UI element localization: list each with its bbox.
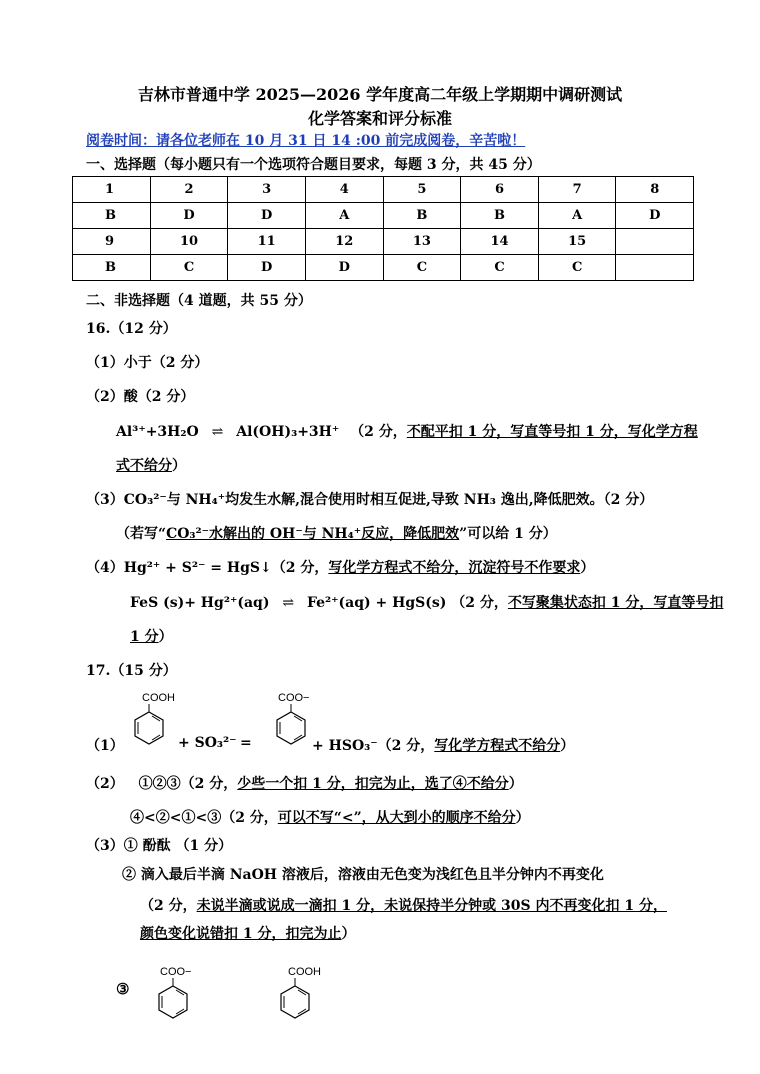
table-cell: 14 [461,229,539,255]
table-cell: 5 [383,177,461,203]
benzoic-acid-structure [116,688,186,758]
alt-close: ”可以给 1 分） [459,526,557,542]
table-row [73,177,694,203]
note-text-cont: 颜色变化说错扣 1 分，扣完为止 [140,926,342,942]
part2a-close: ） [508,776,523,792]
table-cell: D [228,255,306,281]
equation-left: Al³⁺+3H₂O [116,424,199,440]
benzoic-acid-structure-2 [262,962,332,1034]
table-row [73,229,694,255]
table-cell: 2 [150,177,228,203]
q16-part4 [86,557,594,577]
q17-part3-3: ③ [116,980,130,998]
score-note: 不写聚集状态扣 1 分，写直等号扣 [507,595,724,611]
score-close: ） [172,458,186,474]
score-close: ） [158,629,173,645]
note-text: 未说半滴或说成一滴扣 1 分，未说保持半分钟或 30S 内不再变化扣 1 分， [196,898,667,914]
grading-notice: 阅卷时间：请各位老师在 10 月 31 日 14 :00 前完成阅卷，辛苦啦！ [86,133,526,149]
score-open: （2 分， [377,738,435,754]
document-title: 吉林市普通中学 2025—2026 学年度高二年级上学期期中调研测试 [137,85,623,104]
part4-equation: （4）Hg²⁺ + S²⁻ = HgS↓（2 分， [86,560,329,576]
score-open: （2 分， [451,595,508,611]
table-cell: 1 [73,177,151,203]
q16-part1: （1）小于（2 分） [86,355,209,371]
table-cell: C [461,255,539,281]
table-cell: 13 [383,229,461,255]
part2b-note: 可以不写“<”，从大到小的顺序不给分 [277,810,516,826]
table-cell: 4 [305,177,383,203]
note-close: ） [341,926,356,942]
table-cell: 11 [228,229,306,255]
table-cell: 10 [150,229,228,255]
equation-left: FeS (s)+ Hg²⁺(aq) [130,595,270,611]
table-cell: B [383,203,461,229]
section1-heading: 一、选择题（每小题只有一个选项符合题目要求，每题 3 分，共 45 分） [86,157,541,173]
alt-open: （若写“ [116,526,167,542]
part4-note: 写化学方程式不给分，沉淀符号不作要求 [328,560,581,576]
q16-part2-equation [116,421,698,441]
q16-part4-equation2-note [130,626,173,646]
table-cell: B [461,203,539,229]
score-note: 写化学方程式不给分 [434,738,561,754]
equilibrium-arrow-icon: ⇌ [282,595,295,611]
equation-right: Fe²⁺(aq) + HgS(s) [306,595,447,611]
table-row [73,255,694,281]
equilibrium-arrow-icon: ⇌ [211,424,224,440]
table-cell: 6 [461,177,539,203]
table-cell: D [228,203,306,229]
q17-part3-2-note-cont [140,923,356,943]
q17-part3-2-note [140,895,667,915]
table-row [73,203,694,229]
part-label: （2） [86,776,124,792]
coo-label: COO− [278,692,310,704]
alt-answer: CO₃²⁻水解出的 OH⁻与 NH₄⁺反应，降低肥效 [166,526,460,542]
q17-title: 17.（15 分） [86,663,177,679]
q17-part3-2: ② 滴入最后半滴 NaOH 溶液后，溶液由无色变为浅红色且半分钟内不再变化 [122,867,604,883]
table-cell: A [538,203,616,229]
answer-table [72,176,694,281]
table-cell: B [73,203,151,229]
table-cell: 3 [228,177,306,203]
cooh-label: COOH [288,966,321,978]
q16-title: 16.（12 分） [86,321,177,337]
product2-formula: + HSO₃⁻ [312,738,378,754]
table-cell: 8 [616,177,694,203]
table-cell: 15 [538,229,616,255]
q17-product2 [312,735,574,755]
q17-equals: = [240,735,252,751]
table-cell: D [150,203,228,229]
q16-part3: （3）CO₃²⁻与 NH₄⁺均发生水解,混合使用时相互促进,导致 NH₃ 逸出,降低肥效。（2 分） [86,492,654,508]
table-cell: D [305,255,383,281]
equation-right: Al(OH)₃+3H⁺ [236,424,340,440]
q16-part3-alt [116,523,557,543]
table-cell: C [383,255,461,281]
cooh-label: COOH [142,692,175,704]
section2-heading: 二、非选择题（4 道题，共 55 分） [86,293,312,309]
q17-part3-1: （3）① 酚酞 （1 分） [86,838,233,854]
table-cell: 12 [305,229,383,255]
benzoate-structure-2 [140,962,210,1034]
note-open: （2 分， [140,898,197,914]
table-cell: 7 [538,177,616,203]
document-subtitle: 化学答案和评分标准 [307,109,452,128]
q16-part2-equation-note [116,455,186,475]
score-note-cont: 1 分 [130,629,159,645]
table-cell: C [150,255,228,281]
part2b-close: ） [515,810,530,826]
q16-part2: （2）酸（2 分） [86,389,195,405]
q17-part1-label: （1） [86,738,124,754]
table-cell [616,229,694,255]
score-close: ） [560,738,575,754]
score-note: 不配平扣 1 分，写直等号扣 1 分，写化学方程 [406,424,698,440]
q17-part2b [130,807,530,827]
table-cell: 9 [73,229,151,255]
q17-reactant2: + SO₃²⁻ [178,735,237,751]
score-open: （2 分， [350,424,407,440]
part2a-answer: ①②③（2 分， [138,776,238,792]
part4-close: ） [580,560,595,576]
score-note-cont: 式不给分 [116,458,172,474]
table-cell [616,255,694,281]
table-cell: B [73,255,151,281]
table-cell: D [616,203,694,229]
part2b-answer: ④<②<①<③（2 分， [130,810,278,826]
table-cell: C [538,255,616,281]
table-cell: A [305,203,383,229]
part2a-note: 少些一个扣 1 分，扣完为止，选了④不给分 [237,776,509,792]
q16-part4-equation2 [130,592,723,612]
q17-part2a [86,773,523,793]
coo-label: COO− [160,966,192,978]
